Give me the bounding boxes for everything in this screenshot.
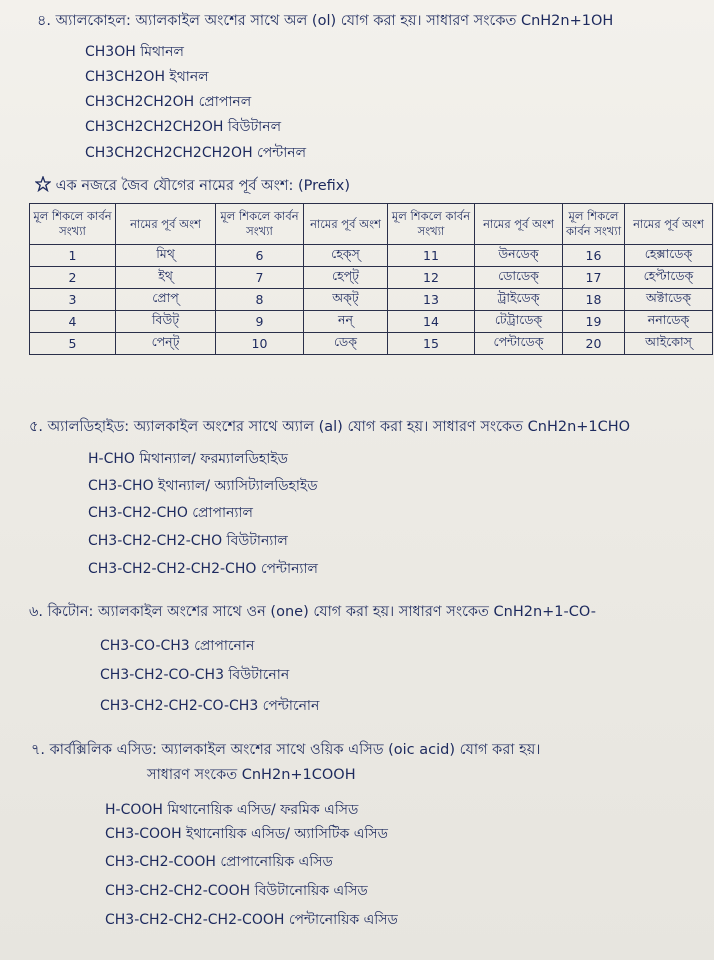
acid-item: CH3-COOH ইথানোয়িক এসিড/ অ্যাসিটিক এসিড bbox=[105, 826, 388, 842]
alcohol-item: CH3CH2OH ইথানল bbox=[85, 69, 209, 85]
prefix-table bbox=[29, 203, 713, 355]
column-header: নামের পূর্ব অংশ bbox=[625, 204, 713, 245]
table-cell: প্রোপ্ bbox=[116, 289, 216, 311]
table-row bbox=[30, 333, 713, 355]
acid-item: CH3-CH2-CH2-COOH বিউটানোয়িক এসিড bbox=[105, 883, 368, 899]
acid-general-formula: সাধারণ সংকেত CnH2n+1COOH bbox=[147, 767, 356, 783]
table-cell: টেট্রাডেক্ bbox=[475, 311, 563, 333]
column-header: মূল শিকলে কার্বন সংখ্যা bbox=[388, 204, 475, 245]
table-cell: ট্রাইডেক্ bbox=[475, 289, 563, 311]
prefix-heading: এক নজরে জৈব যৌগের নামের পূর্ব অংশ: (Prefix) bbox=[55, 178, 351, 194]
acid-heading: ৭. কার্বক্সিলিক এসিড: অ্যালকাইল অংশের সাথে ওয়িক এসিড (oic acid) যোগ করা হয়। bbox=[31, 742, 541, 758]
table-header-row bbox=[30, 204, 713, 245]
acid-item: CH3-CH2-CH2-CH2-COOH পেন্টানোয়িক এসিড bbox=[105, 912, 398, 928]
table-cell: বিউট্ bbox=[116, 311, 216, 333]
alcohol-heading: ৪. অ্যালকোহল: অ্যালকাইল অংশের সাথে অল (ol) যোগ করা হয়। সাধারণ সংকেত CnH2n+1OH bbox=[37, 13, 614, 29]
table-row bbox=[30, 245, 713, 267]
ketone-item: CH3-CH2-CO-CH3 বিউটানোন bbox=[100, 667, 290, 683]
aldehyde-heading: ৫. অ্যালডিহাইড: অ্যালকাইল অংশের সাথে অ্যাল (al) যোগ করা হয়। সাধারণ সংকেত CnH2n+1CHO bbox=[29, 419, 631, 435]
table-cell: 8 bbox=[216, 289, 304, 311]
column-header: নামের পূর্ব অংশ bbox=[116, 204, 216, 245]
table-cell: 11 bbox=[388, 245, 475, 267]
table-cell: হেক্স্ bbox=[304, 245, 388, 267]
table-cell: 14 bbox=[388, 311, 475, 333]
table-cell: ডেক্ bbox=[304, 333, 388, 355]
table-cell: 3 bbox=[30, 289, 116, 311]
column-header: নামের পূর্ব অংশ bbox=[475, 204, 563, 245]
star-icon bbox=[35, 176, 51, 192]
aldehyde-item: CH3-CHO ইথান্যাল/ অ্যাসিট্যালডিহাইড bbox=[88, 478, 318, 494]
table-cell: আইকোস্ bbox=[625, 333, 713, 355]
table-cell: নন্ bbox=[304, 311, 388, 333]
column-header: মূল শিকলে কার্বন সংখ্যা bbox=[563, 204, 625, 245]
table-cell: 9 bbox=[216, 311, 304, 333]
alcohol-item: CH3CH2CH2CH2OH বিউটানল bbox=[85, 119, 282, 135]
table-cell: হেক্সাডেক্ bbox=[625, 245, 713, 267]
table-cell: 6 bbox=[216, 245, 304, 267]
aldehyde-item: CH3-CH2-CH2-CHO বিউটান্যাল bbox=[88, 533, 288, 549]
table-row bbox=[30, 267, 713, 289]
table-cell: 17 bbox=[563, 267, 625, 289]
table-cell: 10 bbox=[216, 333, 304, 355]
table-cell: অক্ট্ bbox=[304, 289, 388, 311]
table-cell: হেপ্ট্ bbox=[304, 267, 388, 289]
table-cell: ইথ্ bbox=[116, 267, 216, 289]
table-cell: ননাডেক্ bbox=[625, 311, 713, 333]
table-cell: 15 bbox=[388, 333, 475, 355]
table-row bbox=[30, 289, 713, 311]
ketone-heading: ৬. কিটোন: অ্যালকাইল অংশের সাথে ওন (one) যোগ করা হয়। সাধারণ সংকেত CnH2n+1-CO- bbox=[29, 604, 596, 620]
table-cell: মিথ্ bbox=[116, 245, 216, 267]
table-cell: হেপ্টাডেক্ bbox=[625, 267, 713, 289]
table-cell: 18 bbox=[563, 289, 625, 311]
acid-item: CH3-CH2-COOH প্রোপানোয়িক এসিড bbox=[105, 854, 333, 870]
column-header: নামের পূর্ব অংশ bbox=[304, 204, 388, 245]
column-header: মূল শিকলে কার্বন সংখ্যা bbox=[30, 204, 116, 245]
table-cell: 13 bbox=[388, 289, 475, 311]
table-cell: 1 bbox=[30, 245, 116, 267]
table-cell: পেন্টাডেক্ bbox=[475, 333, 563, 355]
alcohol-item: CH3CH2CH2CH2CH2OH পেন্টানল bbox=[85, 145, 307, 161]
alcohol-item: CH3CH2CH2OH প্রোপানল bbox=[85, 94, 252, 110]
ketone-item: CH3-CO-CH3 প্রোপানোন bbox=[100, 638, 255, 654]
aldehyde-item: CH3-CH2-CHO প্রোপান্যাল bbox=[88, 505, 253, 521]
ketone-item: CH3-CH2-CH2-CO-CH3 পেন্টানোন bbox=[100, 698, 320, 714]
table-row bbox=[30, 311, 713, 333]
aldehyde-item: CH3-CH2-CH2-CH2-CHO পেন্টান্যাল bbox=[88, 561, 318, 577]
column-header: মূল শিকলে কার্বন সংখ্যা bbox=[216, 204, 304, 245]
aldehyde-item: H-CHO মিথান্যাল/ ফরম্যালডিহাইড bbox=[88, 451, 288, 467]
prefix-heading-row bbox=[35, 176, 350, 195]
table-cell: 19 bbox=[563, 311, 625, 333]
table-cell: 4 bbox=[30, 311, 116, 333]
table-cell: পেন্ট্ bbox=[116, 333, 216, 355]
table-cell: ডোডেক্ bbox=[475, 267, 563, 289]
table-cell: 2 bbox=[30, 267, 116, 289]
table-cell: 16 bbox=[563, 245, 625, 267]
table-cell: উনডেক্ bbox=[475, 245, 563, 267]
alcohol-item: CH3OH মিথানল bbox=[85, 44, 184, 60]
table-cell: 7 bbox=[216, 267, 304, 289]
table-cell: 20 bbox=[563, 333, 625, 355]
table-cell: 5 bbox=[30, 333, 116, 355]
table-cell: অক্টাডেক্ bbox=[625, 289, 713, 311]
acid-item: H-COOH মিথানোয়িক এসিড/ ফরমিক এসিড bbox=[105, 802, 359, 818]
table-cell: 12 bbox=[388, 267, 475, 289]
